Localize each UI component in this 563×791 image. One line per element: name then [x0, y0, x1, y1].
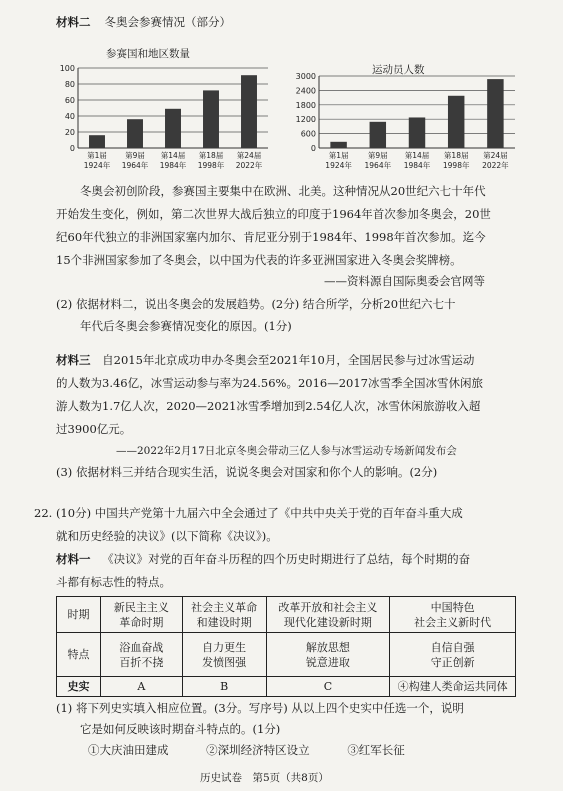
table-cell: A [100, 677, 182, 697]
y-tick-label: 0 [69, 144, 75, 153]
bar-chart-athletes [285, 68, 525, 180]
y-tick-label: 40 [64, 112, 75, 121]
y-tick-label: 100 [59, 64, 75, 73]
table-cell: 浴血奋战 百折不挠 [100, 633, 182, 677]
bar [487, 79, 503, 148]
m2-source: ——资料源自国际奥委会官网等 [324, 274, 485, 288]
history-periods-table [56, 596, 516, 697]
options-row [88, 740, 405, 760]
x-tick-label: 1998年 [442, 161, 470, 170]
row-label: 特点 [57, 633, 101, 677]
m3-line: 过3900亿元。 [56, 422, 132, 436]
bar [370, 122, 386, 148]
x-tick-label: 第14届 [404, 151, 430, 160]
y-tick-label: 0 [310, 144, 316, 153]
y-tick-label: 20 [64, 128, 75, 137]
m2-para-line: 15个非洲国家参加了冬奥会，以中国为代表的许多亚洲国家进入冬奥会奖牌榜。 [56, 253, 462, 267]
x-tick-label: 第9届 [125, 151, 145, 160]
x-tick-label: 第18届 [198, 151, 224, 160]
m1-line-1: 材料一 《决议》对党的百年奋斗历程的四个历史时期进行了总结，每个时期的奋 [56, 552, 471, 566]
table-cell: 解放思想 锐意进取 [266, 633, 390, 677]
question-3: (3) 依据材料三并结合现实生活，说说冬奥会对国家和你个人的影响。(2分) [56, 465, 438, 479]
x-tick-label: 1984年 [159, 161, 187, 170]
y-tick-label: 600 [300, 129, 316, 139]
x-tick-label: 第1届 [87, 151, 107, 160]
bar [127, 119, 143, 148]
m2-para-line: 开始发生变化，例如，第二次世界大战后独立的印度于1964年首次参加冬奥会，20世 [56, 207, 491, 221]
table-cell: 自信自强 守正创新 [390, 633, 516, 677]
bar [448, 96, 464, 148]
table-cell: C [266, 677, 390, 697]
table-cell: 新民主主义 革命时期 [100, 597, 182, 633]
table-row [57, 633, 516, 677]
question-22-1-line: (1) 将下列史实填入相应位置。(3分。写序号) 从以上四个史实中任选一个，说明 [56, 701, 464, 715]
m3-source: ——2022年2月17日北京冬奥会带动三亿人参与冰雪运动专场新闻发布会 [116, 445, 457, 457]
y-tick-label: 1800 [295, 100, 316, 110]
x-tick-label: 第9届 [367, 151, 388, 160]
x-tick-label: 2022年 [482, 161, 509, 170]
table-cell: 自力更生 发愤图强 [182, 633, 266, 677]
chart-right-title: 运动员人数 [372, 64, 425, 76]
table-cell: ④构建人类命运共同体 [390, 677, 516, 697]
m2-para-line: 冬奥会初创阶段，参赛国主要集中在欧洲、北美。这种情况从20世纪六七十年代 [80, 184, 486, 198]
page-footer: 历史试卷 第5页（共8页） [200, 772, 329, 784]
y-tick-label: 3000 [295, 72, 316, 81]
table-cell: 中国特色 社会主义新时代 [390, 597, 516, 633]
x-tick-label: 第24届 [236, 151, 262, 160]
bar [203, 90, 219, 148]
m3-line: 的人数为3.46亿，冰雪运动参与率为24.56%。2016—2017冰雪季全国冰雪休闲旅 [56, 376, 483, 390]
y-tick-label: 80 [64, 80, 75, 89]
chart-left-title: 参赛国和地区数量 [106, 48, 190, 60]
x-tick-label: 1924年 [83, 161, 111, 170]
x-tick-label: 1984年 [403, 161, 431, 170]
row-label: 史实 [57, 677, 101, 697]
question-2-line: (2) 依据材料二，说出冬奥会的发展趋势。(2分) 结合所学，分析20世纪六七十 [56, 297, 456, 311]
bar-chart-countries [56, 60, 276, 180]
x-tick-label: 第14届 [160, 151, 186, 160]
table-cell: 改革开放和社会主义 现代化建设新时期 [266, 597, 390, 633]
x-tick-label: 1964年 [121, 161, 149, 170]
x-tick-label: 第18届 [443, 151, 469, 160]
table-cell: 社会主义革命 和建设时期 [182, 597, 266, 633]
table-cell: B [182, 677, 266, 697]
question-2-line: 年代后冬奥会参赛情况变化的原因。(1分) [80, 319, 292, 333]
bar [330, 142, 346, 148]
question-22-1-line: 它是如何反映该时期奋斗特点的。(1分) [80, 722, 281, 736]
option-3: ③红军长征 [347, 743, 405, 757]
x-tick-label: 1964年 [364, 161, 392, 170]
table-row [57, 677, 516, 697]
question-22-line: 就和历史经验的决议》(以下简称《决议》)。 [56, 529, 278, 543]
m3-line: 游人数为1.7亿人次，2020—2021冰雪季增加到2.54亿人次，冰雪休闲旅游收入超 [56, 399, 481, 413]
m1-line: 斗都有标志性的特点。 [56, 575, 171, 589]
m3-line-1: 材料三 自2015年北京成功申办冬奥会至2021年10月，全国居民参与过冰雪运动 [56, 353, 475, 367]
bar [89, 135, 105, 148]
bar [409, 117, 425, 148]
option-2: ②深圳经济特区设立 [206, 743, 310, 757]
y-tick-label: 1200 [295, 115, 316, 125]
row-label: 时期 [57, 597, 101, 633]
y-tick-label: 60 [64, 96, 75, 105]
bar [165, 109, 181, 148]
x-tick-label: 1998年 [197, 161, 225, 170]
m2-heading: 材料二 冬奥会参赛情况（部分） [56, 15, 232, 29]
x-tick-label: 第1届 [328, 151, 349, 160]
bar [241, 75, 257, 148]
x-tick-label: 2022年 [235, 161, 263, 170]
x-tick-label: 第24届 [483, 151, 508, 160]
question-22-line: 22. (10分) 中国共产党第十九届六中全会通过了《中共中央关于党的百年奋斗重大成 [34, 506, 463, 520]
m2-para-line: 纪60年代独立的非洲国家塞内加尔、肯尼亚分别于1984年、1998年首次参加。迄今 [56, 230, 486, 244]
x-tick-label: 1924年 [325, 161, 352, 170]
option-1: ①大庆油田建成 [88, 743, 169, 757]
table-row [57, 597, 516, 633]
y-tick-label: 2400 [295, 86, 316, 96]
